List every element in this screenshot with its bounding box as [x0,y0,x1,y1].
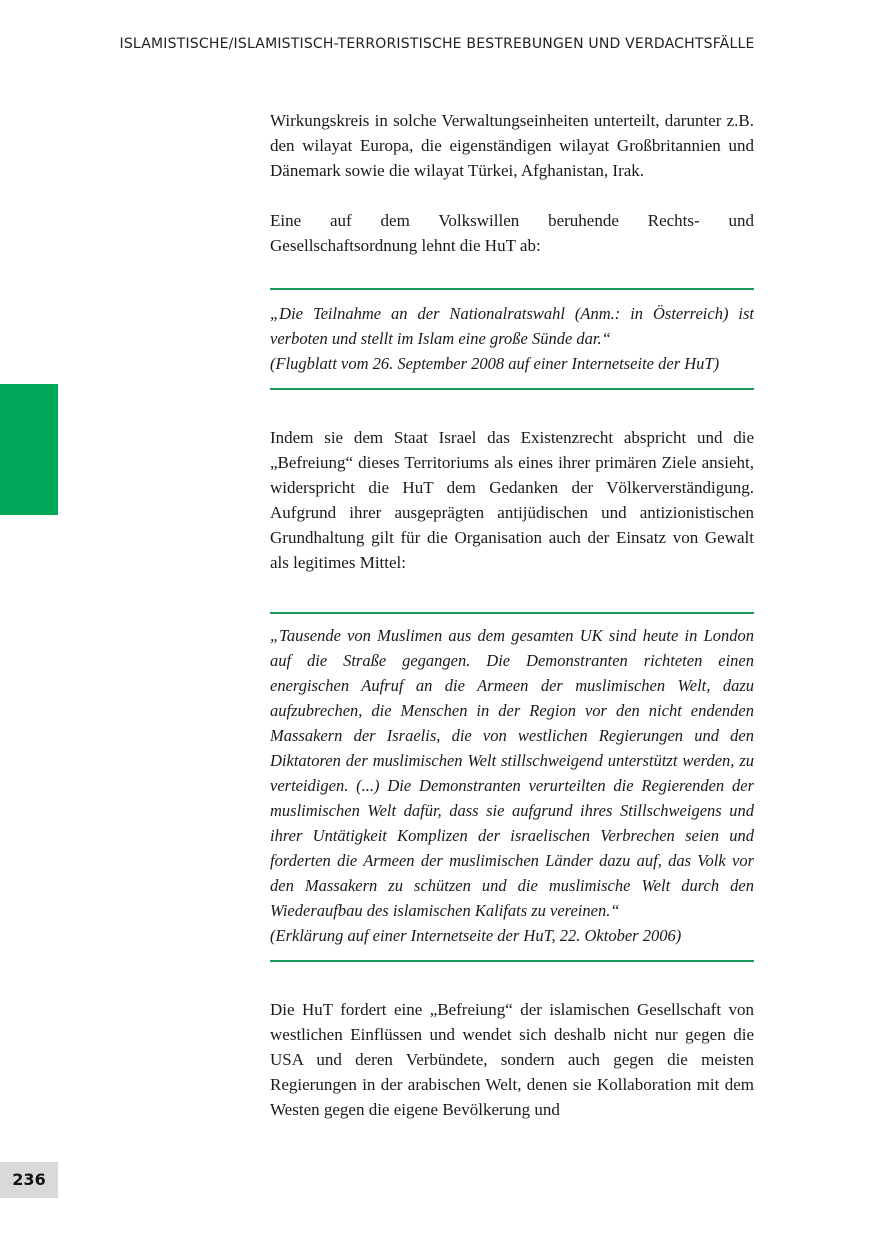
page-number: 236 [0,1162,58,1198]
body-paragraph: Eine auf dem Volkswillen beruhende Rechts- und Gesellschaftsordnung lehnt die HuT ab: [270,211,754,255]
block-quote [270,612,754,962]
body-paragraph: Die HuT fordert eine „Befreiung“ der islamischen Gesellschaft von westlichen Einflüssen und wendet sich deshalb nicht nur gegen die USA und deren Verbündete, sondern auch gegen die meisten Regierungen in der arabischen Welt, denen sie Kollaboration mit dem Westen gegen die eigene Bevölkerung und [270,1000,754,1119]
body-paragraph: Indem sie dem Staat Israel das Existenzrecht abspricht und die „Befreiung“ dieses Territoriums als eines ihrer primären Ziele ansieht, widerspricht die HuT dem Gedanken der Völkerverständigung. Aufgrund ihrer ausgeprägten antijüdischen und antizionistischen Grundhaltung gilt für die Organisation auch der Einsatz von Gewalt als legitimes Mittel: [270,428,754,572]
quote-text: „Die Teilnahme an der Nationalratswahl (Anm.: in Österreich) ist verboten und stellt im Islam eine große Sünde dar.“ [270,304,754,348]
body-paragraph: Wirkungskreis in solche Verwaltungseinheiten unterteilt, darunter z.B. den wilayat Europa, die eigenständigen wilayat Großbritannien und Dänemark sowie die wilayat Türkei, Afghanistan, Irak. [270,111,754,180]
running-header: ISLAMISTISCHE/ISLAMISTISCH-TERRORISTISCHE BESTREBUNGEN UND VERDACHTSFÄLLE [119,36,755,52]
quote-source: (Flugblatt vom 26. September 2008 auf einer Internetseite der HuT) [270,354,720,373]
chapter-side-tab [0,384,58,515]
text-column [270,108,754,1122]
quote-text: „Tausende von Muslimen aus dem gesamten UK sind heute in London auf die Straße gegangen. Die Demonstranten richteten einen energischen Aufruf an die Armeen der muslimischen Welt, dazu aufzubrechen, die Menschen in der Region vor den nicht endenden Massakern der Israelis, die von westlichen Regierungen und den Diktatoren der muslimischen Welt stillschweigend unterstützt werden, zu verteidigen. (...) Die Demonstranten verurteilten die Regierenden der muslimischen Welt dafür, dass sie aufgrund ihres Stillschweigens und ihrer Untätigkeit Komplizen der israelischen Verbrechen seien und forderten die Armeen der muslimischen Länder dazu auf, das Volk vor den Massakern zu schützen und die muslimische Welt durch den Wiederaufbau des islamischen Kalifats zu vereinen.“ [270,626,754,920]
block-quote [270,288,754,390]
quote-source: (Erklärung auf einer Internetseite der HuT, 22. Oktober 2006) [270,926,682,945]
